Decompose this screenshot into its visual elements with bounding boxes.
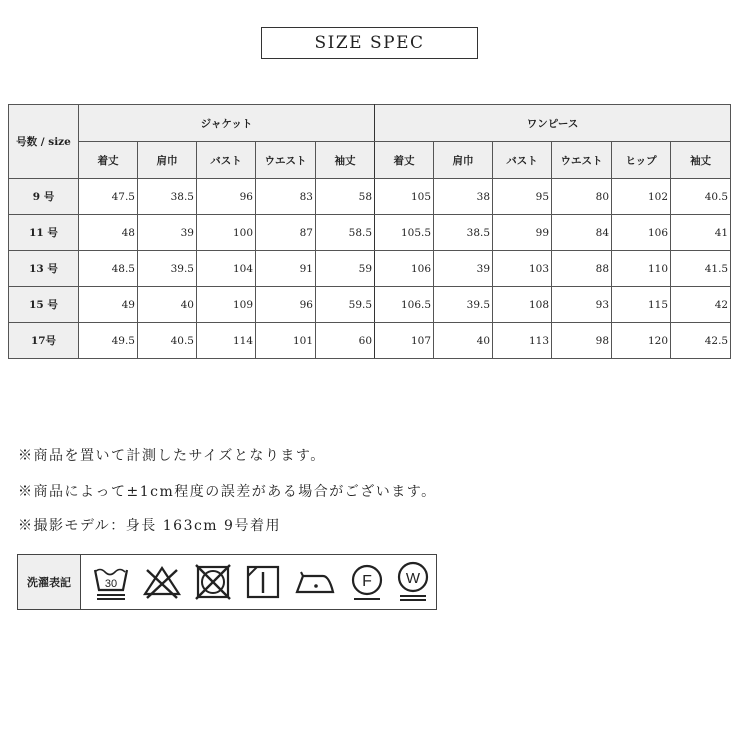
table-row	[9, 179, 731, 215]
table-cell: 40	[434, 323, 493, 359]
table-cell: 104	[197, 251, 256, 287]
table-cell: 88	[552, 251, 612, 287]
care-label: 洗濯表記	[18, 555, 81, 609]
table-cell: 120	[612, 323, 671, 359]
page-title: SIZE SPEC	[261, 27, 478, 59]
table-cell: 80	[552, 179, 612, 215]
table-cell: 105	[375, 179, 434, 215]
table-cell: 48	[79, 215, 138, 251]
table-cell: 42	[671, 287, 731, 323]
wash-temp-label: 30	[104, 578, 118, 590]
table-cell: 38.5	[434, 215, 493, 251]
table-cell: 113	[493, 323, 552, 359]
column-header: バスト	[197, 142, 256, 179]
table-cell: 40	[138, 287, 197, 323]
table-cell: 39.5	[138, 251, 197, 287]
column-header: ヒップ	[612, 142, 671, 179]
table-cell: 106	[375, 251, 434, 287]
table-cell: 40.5	[671, 179, 731, 215]
wet-clean-w-icon	[395, 560, 431, 604]
table-cell: 114	[197, 323, 256, 359]
table-cell: 93	[552, 287, 612, 323]
table-cell: 39	[138, 215, 197, 251]
table-cell: 91	[256, 251, 316, 287]
table-row	[9, 287, 731, 323]
column-header: 肩巾	[434, 142, 493, 179]
column-header: 肩巾	[138, 142, 197, 179]
row-header-size: 9 号	[9, 179, 79, 215]
wash-30-icon	[91, 562, 131, 602]
table-cell: 59	[316, 251, 375, 287]
table-cell: 103	[493, 251, 552, 287]
table-cell: 96	[256, 287, 316, 323]
table-cell: 38.5	[138, 179, 197, 215]
table-cell: 98	[552, 323, 612, 359]
table-cell: 106.5	[375, 287, 434, 323]
table-cell: 41.5	[671, 251, 731, 287]
iron-low-icon	[293, 562, 339, 602]
table-cell: 84	[552, 215, 612, 251]
table-cell: 40.5	[138, 323, 197, 359]
table-cell: 49.5	[79, 323, 138, 359]
table-cell: 60	[316, 323, 375, 359]
row-header-size: 11 号	[9, 215, 79, 251]
table-cell: 105.5	[375, 215, 434, 251]
table-cell: 41	[671, 215, 731, 251]
table-cell: 96	[197, 179, 256, 215]
wet-clean-letter: W	[405, 570, 421, 587]
table-cell: 47.5	[79, 179, 138, 215]
column-header: 着丈	[375, 142, 434, 179]
table-cell: 100	[197, 215, 256, 251]
table-cell: 101	[256, 323, 316, 359]
table-row	[9, 251, 731, 287]
table-cell: 49	[79, 287, 138, 323]
dry-clean-letter: F	[362, 573, 372, 590]
column-header: ウエスト	[552, 142, 612, 179]
column-header: ウエスト	[256, 142, 316, 179]
row-header-size: 17号	[9, 323, 79, 359]
note-measurement: ※商品を置いて計測したサイズとなります。	[18, 448, 326, 464]
care-labels-box	[17, 554, 437, 610]
note-tolerance: ※商品によって±1cm程度の誤差がある場合がございます。	[18, 484, 437, 500]
table-cell: 108	[493, 287, 552, 323]
table-row	[9, 215, 731, 251]
group-header-jacket: ジャケット	[79, 105, 375, 142]
table-cell: 38	[434, 179, 493, 215]
table-cell: 115	[612, 287, 671, 323]
table-cell: 109	[197, 287, 256, 323]
size-spec-table	[8, 104, 731, 359]
column-header: 着丈	[79, 142, 138, 179]
column-header: バスト	[493, 142, 552, 179]
table-cell: 58.5	[316, 215, 375, 251]
table-cell: 48.5	[79, 251, 138, 287]
table-row	[9, 323, 731, 359]
group-header-dress: ワンピース	[375, 105, 731, 142]
table-cell: 58	[316, 179, 375, 215]
dry-clean-f-icon	[349, 562, 385, 602]
table-cell: 106	[612, 215, 671, 251]
table-cell: 83	[256, 179, 316, 215]
column-header: 袖丈	[671, 142, 731, 179]
table-cell: 87	[256, 215, 316, 251]
corner-header: 号数 / size	[9, 105, 79, 179]
note-model: ※撮影モデル：身長 163cm 9号着用	[18, 518, 281, 534]
table-cell: 59.5	[316, 287, 375, 323]
row-header-size: 15 号	[9, 287, 79, 323]
table-cell: 107	[375, 323, 434, 359]
table-cell: 95	[493, 179, 552, 215]
row-header-size: 13 号	[9, 251, 79, 287]
table-cell: 39.5	[434, 287, 493, 323]
line-dry-icon	[243, 562, 283, 602]
column-header: 袖丈	[316, 142, 375, 179]
table-cell: 110	[612, 251, 671, 287]
table-cell: 102	[612, 179, 671, 215]
no-tumble-dry-icon	[193, 562, 233, 602]
table-cell: 99	[493, 215, 552, 251]
table-cell: 42.5	[671, 323, 731, 359]
table-cell: 39	[434, 251, 493, 287]
no-bleach-icon	[141, 562, 183, 602]
